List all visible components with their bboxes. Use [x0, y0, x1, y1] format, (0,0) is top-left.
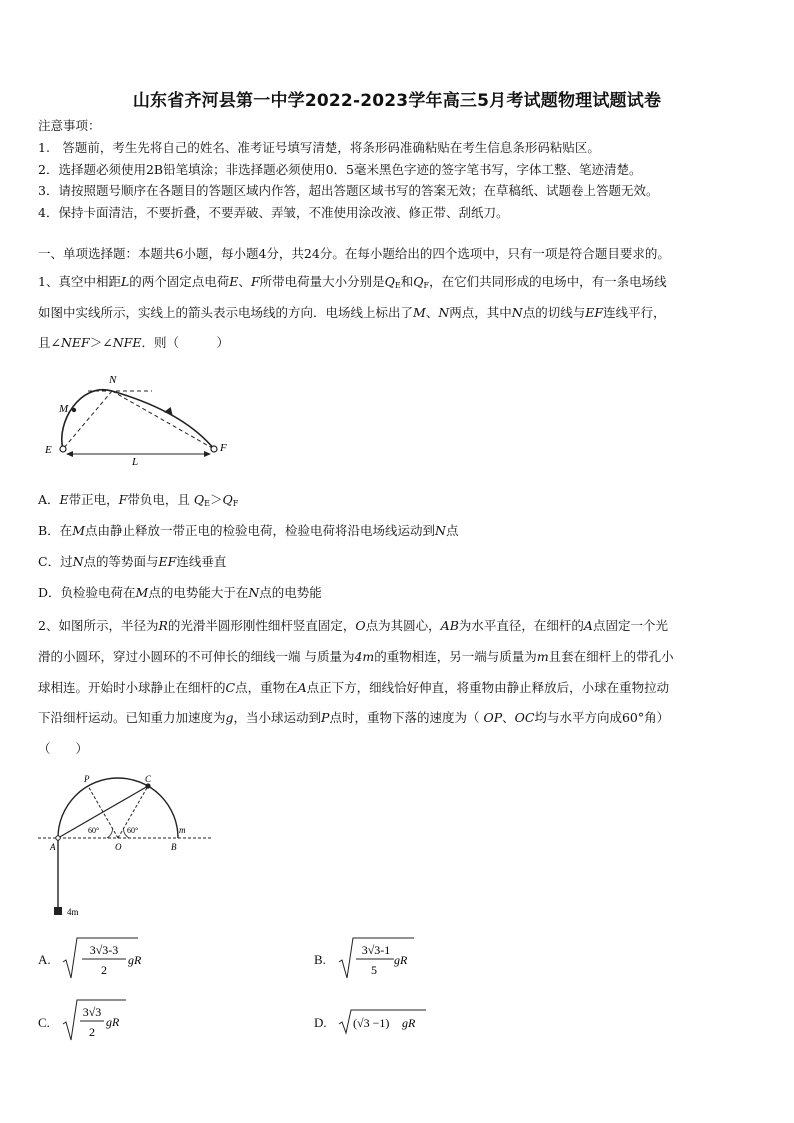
svg-text:gR: gR: [128, 953, 142, 967]
svg-text:3√3-3: 3√3-3: [89, 943, 119, 957]
svg-text:(√3 −1): (√3 −1): [353, 1016, 390, 1030]
label-f: F: [220, 442, 227, 454]
field-line: [62, 390, 214, 449]
q2-stem-line3: 球相连。开始时小球静止在细杆的C点，重物在A点正下方，细线恰好伸直，将重物由静止释放后，小球在重物拉动: [38, 680, 670, 695]
angle-arc-left: [107, 829, 113, 839]
q2-semicircle-diagram: [36, 770, 216, 920]
svg-text:5: 5: [371, 963, 377, 977]
notice-item-2: 2．选择题必须使用2B铅笔填涂；非选择题必须使用0．5毫米黑色字迹的签字笔书写，字体工整、笔迹清楚。: [38, 162, 642, 177]
q1-option-b: B．在M点由静止释放一带正电的检验电荷，检验电荷将沿电场线运动到N点: [38, 523, 459, 538]
svg-text:2: 2: [89, 1025, 95, 1039]
dashed-line-NE: [63, 391, 112, 449]
label-m: m: [179, 825, 186, 835]
q2-option-d-formula: [338, 1008, 438, 1036]
page-title: 山东省齐河县第一中学2022-2023学年高三5月考试题物理试题试卷: [132, 91, 662, 111]
point-m: [72, 408, 76, 412]
angle-label-left: 60°: [88, 826, 100, 835]
q2-option-b-label: B.: [314, 952, 326, 967]
q2-option-c-label: C.: [38, 1015, 50, 1030]
section-heading: 一、单项选择题：本题共6小题，每小题4分，共24分。在每小题给出的四个选项中，只有一项是符合题目要求的。: [38, 246, 670, 261]
label-m: M: [59, 403, 69, 415]
q2-option-a-label: A.: [38, 952, 51, 967]
arrow-left-icon: [66, 451, 73, 457]
notice-item-4: 4．保持卡面清洁，不要折叠，不要弄破、弄皱，不准使用涂改液、修正带、刮纸刀。: [38, 205, 509, 220]
svg-text:3√3-1: 3√3-1: [361, 943, 391, 957]
svg-text:3√3: 3√3: [82, 1005, 102, 1019]
q1-stem-line1: 1、真空中相距L的两个固定点电荷E、F所带电荷量大小分别是$Q_E$和$Q_F$，在它们共同形成的电场中，有一条电场线: [38, 274, 667, 290]
label-c: C: [145, 774, 152, 784]
dashed-line-NF: [112, 391, 214, 449]
svg-text:gR: gR: [106, 1015, 120, 1029]
q2-option-d-label: D.: [314, 1015, 327, 1030]
q1-stem-line3: 且∠NEF＞∠NFE．则（ ）: [38, 335, 229, 350]
arrow-right-icon: [204, 451, 211, 457]
label-p: P: [84, 774, 90, 784]
label-b: B: [171, 842, 177, 852]
ring-a: [56, 836, 60, 840]
ball-c: [145, 783, 150, 788]
q1-option-c: C．过N点的等势面与EF连线垂直: [38, 554, 227, 569]
q1-field-line-diagram: [40, 368, 240, 468]
q1-stem-line2: 如图中实线所示，实线上的箭头表示电场线的方向．电场线上标出了M、N两点，其中N点的切线与EF连线平行，: [38, 305, 666, 320]
notice-item-3: 3．请按照题号顺序在各题目的答题区域内作答，超出答题区域书写的答案无效；在草稿纸、试题卷上答题无效。: [38, 183, 659, 198]
label-l: L: [132, 456, 139, 468]
q2-stem-line2: 滑的小圆环，穿过小圆环的不可伸长的细线一端 与质量为4m的重物相连，另一端与质量为m且套在细杆上的带孔小: [38, 649, 674, 664]
angle-label-right: 60°: [127, 826, 139, 835]
notice-item-1: 1. 答题前，考生先将自己的姓名、准考证号填写清楚，将条形码准确粘贴在考生信息条形码粘贴区。: [38, 140, 600, 155]
q2-stem-line5: （ ）: [38, 741, 89, 756]
q1-option-a: A．E带正电，F带负电，且 $Q_E>Q_F$: [38, 492, 239, 508]
semicircle-rod: [58, 778, 178, 838]
svg-text:2: 2: [101, 963, 107, 977]
weight-block: [54, 907, 62, 915]
charge-e: [60, 446, 66, 452]
charge-f: [211, 446, 217, 452]
q2-option-b-formula: [338, 936, 428, 982]
q2-stem-line4: 下沿细杆运动。已知重力加速度为g，当小球运动到P点时，重物下落的速度为（ OP、OC均与水平方向成60°角）: [38, 710, 670, 725]
q2-option-a-formula: [62, 936, 152, 982]
svg-text:gR: gR: [394, 953, 408, 967]
notice-heading: 注意事项：: [38, 118, 101, 133]
label-n: N: [109, 374, 117, 386]
label-e: E: [45, 444, 52, 456]
svg-text:gR: gR: [402, 1016, 416, 1030]
q1-option-d: D．负检验电荷在M点的电势能大于在N点的电势能: [38, 585, 322, 600]
label-a: A: [50, 842, 56, 852]
label-o: O: [115, 842, 122, 852]
label-weight: 4m: [67, 907, 79, 917]
q2-option-c-formula: [62, 998, 142, 1044]
q2-stem-line1: 2、如图所示，半径为R的光滑半圆形刚性细杆竖直固定，O点为其圆心，AB为水平直径，在细杆的A点固定一个光: [38, 618, 668, 633]
